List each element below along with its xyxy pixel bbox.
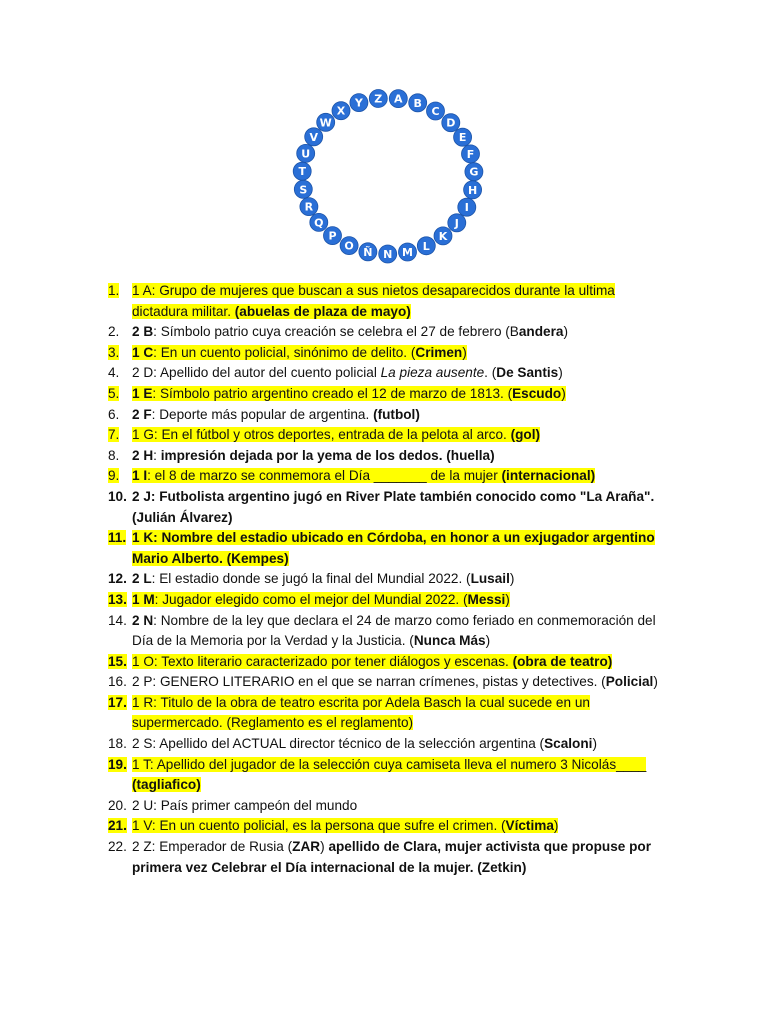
list-item xyxy=(108,405,668,426)
list-item xyxy=(108,755,668,796)
wheel-letter-text: I xyxy=(464,201,469,215)
item-answer: Nunca Más xyxy=(413,633,486,649)
list-item-number: 8. xyxy=(108,447,120,463)
item-text: ) xyxy=(553,818,559,834)
list-item-body xyxy=(132,734,668,755)
list-item xyxy=(108,837,668,878)
wheel-letter-text: A xyxy=(394,92,403,106)
list-item-body xyxy=(132,425,668,446)
item-text: ) xyxy=(558,365,563,381)
list-item xyxy=(108,322,668,343)
wheel-letter-text: E xyxy=(458,131,467,145)
list-item-body xyxy=(132,528,668,569)
wheel-letter-text: G xyxy=(469,165,479,179)
item-answer: (obra de teatro) xyxy=(512,653,613,669)
wheel-letter-text: F xyxy=(466,147,475,161)
item-text: 1 O: Texto literario caracterizado por tener diálogos y escenas. xyxy=(132,653,513,669)
wheel-letter-V xyxy=(305,128,323,146)
list-item-body xyxy=(132,693,668,734)
wheel-letter-text: K xyxy=(438,229,448,243)
list-item xyxy=(108,528,668,569)
item-code: 1 C xyxy=(132,344,154,360)
list-item-number: 1. xyxy=(108,283,120,298)
list-item-number: 6. xyxy=(108,406,120,422)
list-item-body xyxy=(132,755,668,796)
item-text: : Nombre de la ley que declara el 24 de marzo como feriado en conmemoración del Día de la Memoria por la Verdad y la Justicia. ( xyxy=(132,612,656,649)
wheel-letter-Ñ xyxy=(359,243,377,261)
item-text: : el 8 de marzo se conmemora el Día _______ de la mujer xyxy=(147,468,502,484)
list-item-body xyxy=(132,569,668,590)
wheel-letter-E xyxy=(454,128,472,146)
item-answer: (internacional) xyxy=(501,468,596,484)
wheel-letter-text: U xyxy=(301,147,311,161)
item-text: 1 A: Grupo de mujeres que buscan a sus nietos desaparecidos durante la ultima dictadura militar. xyxy=(132,283,615,319)
item-text: : En un cuento policial, sinónimo de delito. ( xyxy=(153,344,416,360)
wheel-letter-text: H xyxy=(467,183,478,197)
item-code: 2 F xyxy=(132,406,152,422)
item-text: 2 S: Apellido del ACTUAL director técnico de la selección argentina ( xyxy=(132,736,545,752)
wheel-letter-text: N xyxy=(383,248,393,261)
item-code: 2 L xyxy=(132,571,152,587)
item-answer: impresión dejada por la yema de los dedos. (huella) xyxy=(160,447,495,463)
wheel-letter-text: O xyxy=(344,239,354,253)
list-item-body xyxy=(132,363,668,384)
list-item-body xyxy=(132,837,668,878)
item-text: ) xyxy=(563,324,568,340)
item-text: 1 R: Titulo de la obra de teatro escrita por Adela Basch la cual sucede en un supermercado. (Reglamento es el reglamento) xyxy=(132,694,590,731)
item-text: 1 V: En un cuento policial, es la persona que sufre el crimen. ( xyxy=(132,818,506,834)
wheel-letter-L xyxy=(417,237,435,255)
wheel-letter-text: J xyxy=(454,216,459,230)
item-text: ) xyxy=(509,571,515,587)
item-text: 2 D: Apellido del autor del cuento policial xyxy=(132,365,381,381)
wheel-letter-D xyxy=(442,114,460,132)
list-item-body xyxy=(132,796,668,817)
item-answer: Policial xyxy=(605,674,654,690)
wheel-letter-text: P xyxy=(328,229,337,243)
list-item xyxy=(108,672,668,693)
wheel-letter-text: Y xyxy=(354,96,363,110)
item-italic: La pieza ausente xyxy=(380,365,485,381)
item-answer: Lusail xyxy=(470,571,510,587)
list-item-body xyxy=(132,611,668,652)
wheel-letter-U xyxy=(297,144,315,162)
list-item-number: 12. xyxy=(108,571,127,587)
item-answer: ZAR xyxy=(292,839,321,855)
item-code: 1 M xyxy=(132,591,155,607)
item-text: 2 P: GENERO LITERARIO en el que se narran crímenes, pistas y detectives. ( xyxy=(132,674,606,690)
item-code: 1 I xyxy=(132,468,148,484)
item-text: : xyxy=(153,447,161,463)
wheel-letter-H xyxy=(464,181,482,199)
list-item-number: 3. xyxy=(108,344,120,360)
wheel-letter-text: S xyxy=(299,183,308,197)
list-item-number: 11. xyxy=(108,530,127,546)
wheel-letter-X xyxy=(332,102,350,120)
wheel-letter-R xyxy=(300,198,318,216)
list-item-body xyxy=(132,343,668,364)
wheel-letter-J xyxy=(448,214,466,232)
wheel-letter-text: R xyxy=(304,200,314,214)
list-item-body xyxy=(132,281,668,322)
list-item xyxy=(108,590,668,611)
list-item-number: 22. xyxy=(108,839,127,855)
item-answer: (abuelas de plaza de mayo) xyxy=(234,303,411,319)
item-text: 2 U: País primer campeón del mundo xyxy=(132,797,358,813)
item-code: 1 E xyxy=(132,385,153,401)
item-text: : Símbolo patrio argentino creado el 12 de marzo de 1813. ( xyxy=(152,385,513,401)
list-item-number: 20. xyxy=(108,797,127,813)
list-item-number: 9. xyxy=(108,468,120,484)
wheel-letter-O xyxy=(340,237,358,255)
wheel-letter-N xyxy=(379,245,397,263)
wheel-letter-text: X xyxy=(336,104,346,118)
list-item xyxy=(108,466,668,487)
item-text: ) xyxy=(505,591,510,607)
item-text: 2 Z: Emperador de Rusia ( xyxy=(132,839,293,855)
item-code: 2 H xyxy=(132,447,154,463)
list-item-number: 19. xyxy=(108,756,127,772)
list-item-number: 15. xyxy=(108,653,127,669)
list-item-number: 21. xyxy=(108,818,127,834)
list-item xyxy=(108,652,668,673)
item-answer: (tagliafico) xyxy=(132,777,201,793)
item-answer: (futbol) xyxy=(373,406,420,422)
item-answer: apellido de Clara, mujer activista que propuse por primera vez Celebrar el Día internacional de la mujer. (Zetkin) xyxy=(132,839,651,875)
wheel-letter-M xyxy=(399,243,417,261)
list-item xyxy=(108,384,668,405)
list-item-number: 16. xyxy=(108,674,127,690)
wheel-letter-text: B xyxy=(413,96,422,110)
wheel-letter-P xyxy=(324,227,342,245)
item-answer: Víctima xyxy=(505,818,554,834)
list-item-number: 7. xyxy=(108,427,120,443)
item-text: ) xyxy=(592,736,597,752)
list-item-number: 5. xyxy=(108,385,120,401)
list-item-body xyxy=(132,384,668,405)
item-answer: Escudo xyxy=(512,385,562,401)
item-text: ) xyxy=(561,385,566,401)
list-item-body xyxy=(132,590,668,611)
list-item-number: 18. xyxy=(108,736,127,752)
wheel-letter-T xyxy=(293,162,311,180)
list-item-body xyxy=(132,405,668,426)
wheel-letter-text: V xyxy=(309,130,318,144)
wheel-letter-text: Z xyxy=(374,92,383,106)
item-text: : Deporte más popular de argentina. xyxy=(151,406,374,422)
item-text: 1 T: Apellido del jugador de la selección cuya camiseta lleva el numero 3 Nicolás____ xyxy=(132,756,647,772)
item-text: . ( xyxy=(484,365,497,381)
item-text: ) xyxy=(320,839,329,855)
list-item xyxy=(108,281,668,322)
item-answer: Crimen xyxy=(415,344,463,360)
item-text: ) xyxy=(462,344,467,360)
list-item xyxy=(108,343,668,364)
list-item xyxy=(108,611,668,652)
list-item-body xyxy=(132,816,668,837)
alphabet-wheel xyxy=(233,82,533,272)
wheel-letter-text: T xyxy=(298,165,306,179)
list-item-body xyxy=(132,672,668,693)
list-item xyxy=(108,446,668,467)
item-answer: andera xyxy=(518,324,564,340)
list-item-body xyxy=(132,487,668,528)
list-item xyxy=(108,693,668,734)
alphabet-wheel-graphic xyxy=(233,82,533,272)
wheel-letter-Y xyxy=(350,94,368,112)
list-item xyxy=(108,796,668,817)
wheel-letter-text: D xyxy=(446,116,456,130)
wheel-letter-Q xyxy=(310,213,328,231)
list-item xyxy=(108,363,668,384)
list-item xyxy=(108,734,668,755)
list-item xyxy=(108,816,668,837)
list-item-body xyxy=(132,466,668,487)
wheel-letter-K xyxy=(434,227,452,245)
item-text: 2 J: Futbolista argentino jugó en River Plate también conocido como "La Araña". (Julián Álvarez) xyxy=(132,488,655,525)
wheel-letter-text: W xyxy=(319,116,332,130)
item-answer: Scaloni xyxy=(544,736,593,752)
item-answer: (gol) xyxy=(510,427,541,443)
list-item xyxy=(108,569,668,590)
item-text: : Jugador elegido como el mejor del Mundial 2022. ( xyxy=(154,591,468,607)
wheel-letter-A xyxy=(389,90,407,108)
item-text: ) xyxy=(653,674,658,690)
wheel-letter-text: C xyxy=(431,105,440,118)
list-item-number: 4. xyxy=(108,365,120,381)
wheel-letter-text: L xyxy=(422,239,430,253)
list-item xyxy=(108,425,668,446)
list-item-body xyxy=(132,652,668,673)
wheel-letter-W xyxy=(317,113,335,131)
list-item xyxy=(108,487,668,528)
item-code: 2 N xyxy=(132,612,154,628)
wheel-letter-F xyxy=(462,145,480,163)
list-item-number: 14. xyxy=(108,612,127,628)
wheel-letter-text: M xyxy=(402,246,413,259)
list-item-number: 17. xyxy=(108,694,127,710)
question-list xyxy=(108,281,668,878)
item-answer: De Santis xyxy=(496,365,559,381)
list-item-body xyxy=(132,446,668,467)
list-item-body xyxy=(132,322,668,343)
wheel-letter-text: Ñ xyxy=(363,245,373,259)
list-item-number: 2. xyxy=(108,324,120,340)
list-item-number: 10. xyxy=(108,488,127,504)
wheel-letter-S xyxy=(294,180,312,198)
wheel-letter-C xyxy=(427,102,445,120)
item-text: ) xyxy=(485,633,491,649)
item-text: 1 G: En el fútbol y otros deportes, entrada de la pelota al arco. xyxy=(132,427,511,443)
list-item-number: 13. xyxy=(108,591,127,607)
item-text: 1 K: Nombre del estadio ubicado en Córdoba, en honor a un exjugador argentino Mario Alberto. (Kempes) xyxy=(132,530,655,566)
wheel-letter-B xyxy=(409,94,427,112)
wheel-letter-G xyxy=(465,163,483,181)
item-text: : Símbolo patrio cuya creación se celebra el 27 de febrero (B xyxy=(153,324,519,340)
item-code: 2 B xyxy=(132,324,154,340)
wheel-letter-Z xyxy=(369,90,387,108)
wheel-letter-I xyxy=(458,198,476,216)
item-text: : El estadio donde se jugó la final del Mundial 2022. ( xyxy=(151,571,471,587)
item-answer: Messi xyxy=(467,591,506,607)
wheel-letter-text: Q xyxy=(314,216,324,230)
